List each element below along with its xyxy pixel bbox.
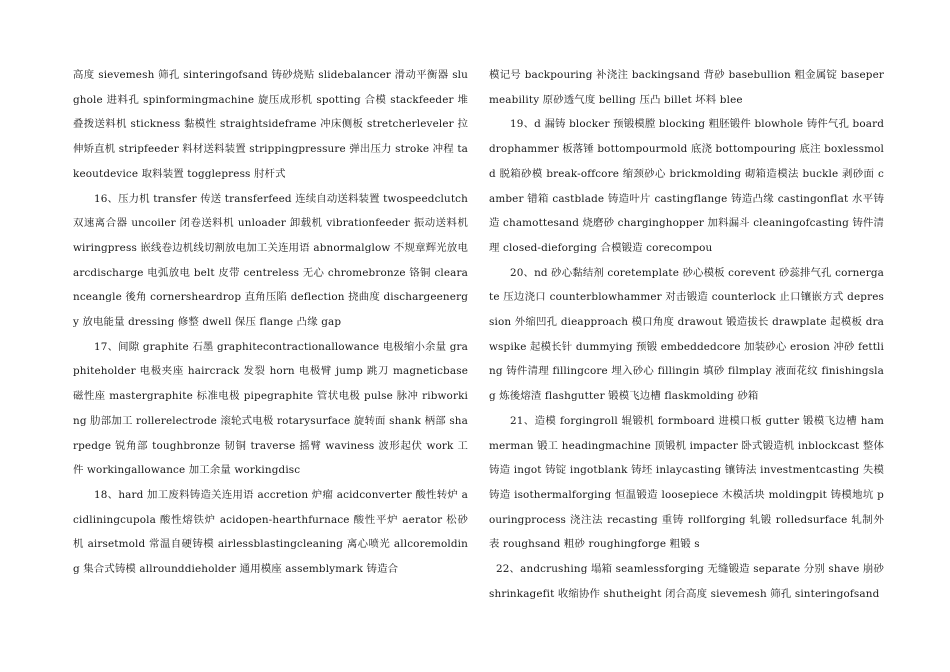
paragraph: 16、压力机 transfer 传送 transferfeed 连续自动送料装置 twospeedclutch 双速离合器 uncoiler 闭卷送料机 unloader 卸载机 vibrationfeeder 振动送料机 wiringpress 嵌线卷边机线切割放电加工关连用语 abnormalglow 不规章辉光放电 arcdischarge 电弧放电 belt 皮带 centreless 无心 chromebronze 铬铜 clearanceangle 後角 cornersheardrop 直角压陷 deflection 挠曲度 dischargeenergy 放电能量 dressing 修整 dwell 保压 flange 凸缘 gap xyxy=(73,192,468,329)
paragraph: 高度 sievemesh 筛孔 sinteringofsand 铸砂烧贴 slidebalancer 滑动平衡器 slughole 进料孔 spinformingmachine 旋压成形机 spotting 合模 stackfeeder 堆叠拨送料机 stickness 黏模性 straightsideframe 冲床侧板 stretcherleveler 拉伸矫直机 stripfeeder 料材送料装置 strippingpressure 弹出压力 stroke 冲程 takeoutdevice 取料装置 togglepress 肘杆式 xyxy=(73,69,468,180)
paragraph: 18、hard 加工废料铸造关连用语 accretion 炉瘤 acidconverter 酸性转炉 acidliningcupola 酸性熔铁炉 acidopen-hearthfurnace 酸性平炉 aerator 松砂机 airsetmold 常温自硬铸模 airlessblastingcleaning 离心喷光 allcoremolding 集合式铸模 allrounddieholder 通用模座 assemblymark 铸造合 xyxy=(73,488,468,576)
paragraph: 19、d 漏铸 blocker 预锻模膛 blocking 粗胚锻件 blowhole 铸件气孔 boarddrophammer 板落锤 bottompourmold 底浇 bottompouring 底注 boxlessmold 脱箱砂模 break-offcore 缩颈砂心 brickmolding 砌箱造模法 buckle 剥砂面 camber 错箱 castblade 铸造叶片 castingflange 铸造凸缘 castingonflat 水平铸造 chamottesand 烧磨砂 charginghopper 加料漏斗 cleaningofcasting 铸件清理 closed-dieforging 合模锻造 corecompou xyxy=(489,118,884,254)
right-column xyxy=(489,63,884,606)
paragraph: 模记号 backpouring 补浇注 backingsand 背砂 basebullion 粗金属锭 basepermeability 原砂透气度 belling 压凸 billet 坏料 blee xyxy=(489,69,884,106)
left-column xyxy=(73,63,468,582)
paragraph: 22、andcrushing 塌箱 seamlessforging 无缝锻造 separate 分别 shave 崩砂 shrinkagefit 收缩协作 shutheight 闭合高度 sievemesh 筛孔 sinteringofsand xyxy=(489,563,884,600)
paragraph: 17、间隙 graphite 石墨 graphitecontractionallowance 电极缩小余量 graphiteholder 电极夹座 haircrack 发裂 horn 电极臂 jump 跳刀 magneticbase 磁性座 mastergraphite 标准电极 pipegraphite 管状电极 pulse 脉冲 ribworking 肋部加工 rollerelectrode 滚轮式电极 rotarysurface 旋转面 shank 柄部 sharpedge 锐角部 toughbronze 韧铜 traverse 摇臂 waviness 波形起伏 work 工件 workingallowance 加工余量 workingdisc xyxy=(73,340,468,477)
paragraph: 20、nd 砂心黏结剂 coretemplate 砂心模板 corevent 砂蕊排气孔 cornergate 压边浇口 counterblowhammer 对击锻造 counterlock 止口镶嵌方式 depression 外缩凹孔 dieapproach 模口角度 drawout 锻造拔长 drawplate 起模板 drawspike 起模长针 dummying 预锻 embeddedcore 加装砂心 erosion 冲砂 fettling 铸件清理 fillingcore 埋入砂心 fillingin 填砂 filmplay 液面花纹 finishingslag 炼後熔渣 flashgutter 锻模飞边槽 flaskmolding 砂箱 xyxy=(489,266,884,403)
paragraph: 21、造模 forgingroll 辊锻机 formboard 进模口板 gutter 锻模飞边槽 hammerman 锻工 headingmachine 顶锻机 impacter 卧式锻造机 inblockcast 整体铸造 ingot 铸锭 ingotblank 铸坯 inlaycasting 镶铸法 investmentcasting 失模铸造 isothermalforging 恒温锻造 loosepiece 木模活块 moldingpit 铸模地坑 pouringprocess 浇注法 recasting 重铸 rollforging 轧锻 rolledsurface 轧制外表 roughsand 粗砂 roughingforge 粗锻 s xyxy=(489,414,884,551)
